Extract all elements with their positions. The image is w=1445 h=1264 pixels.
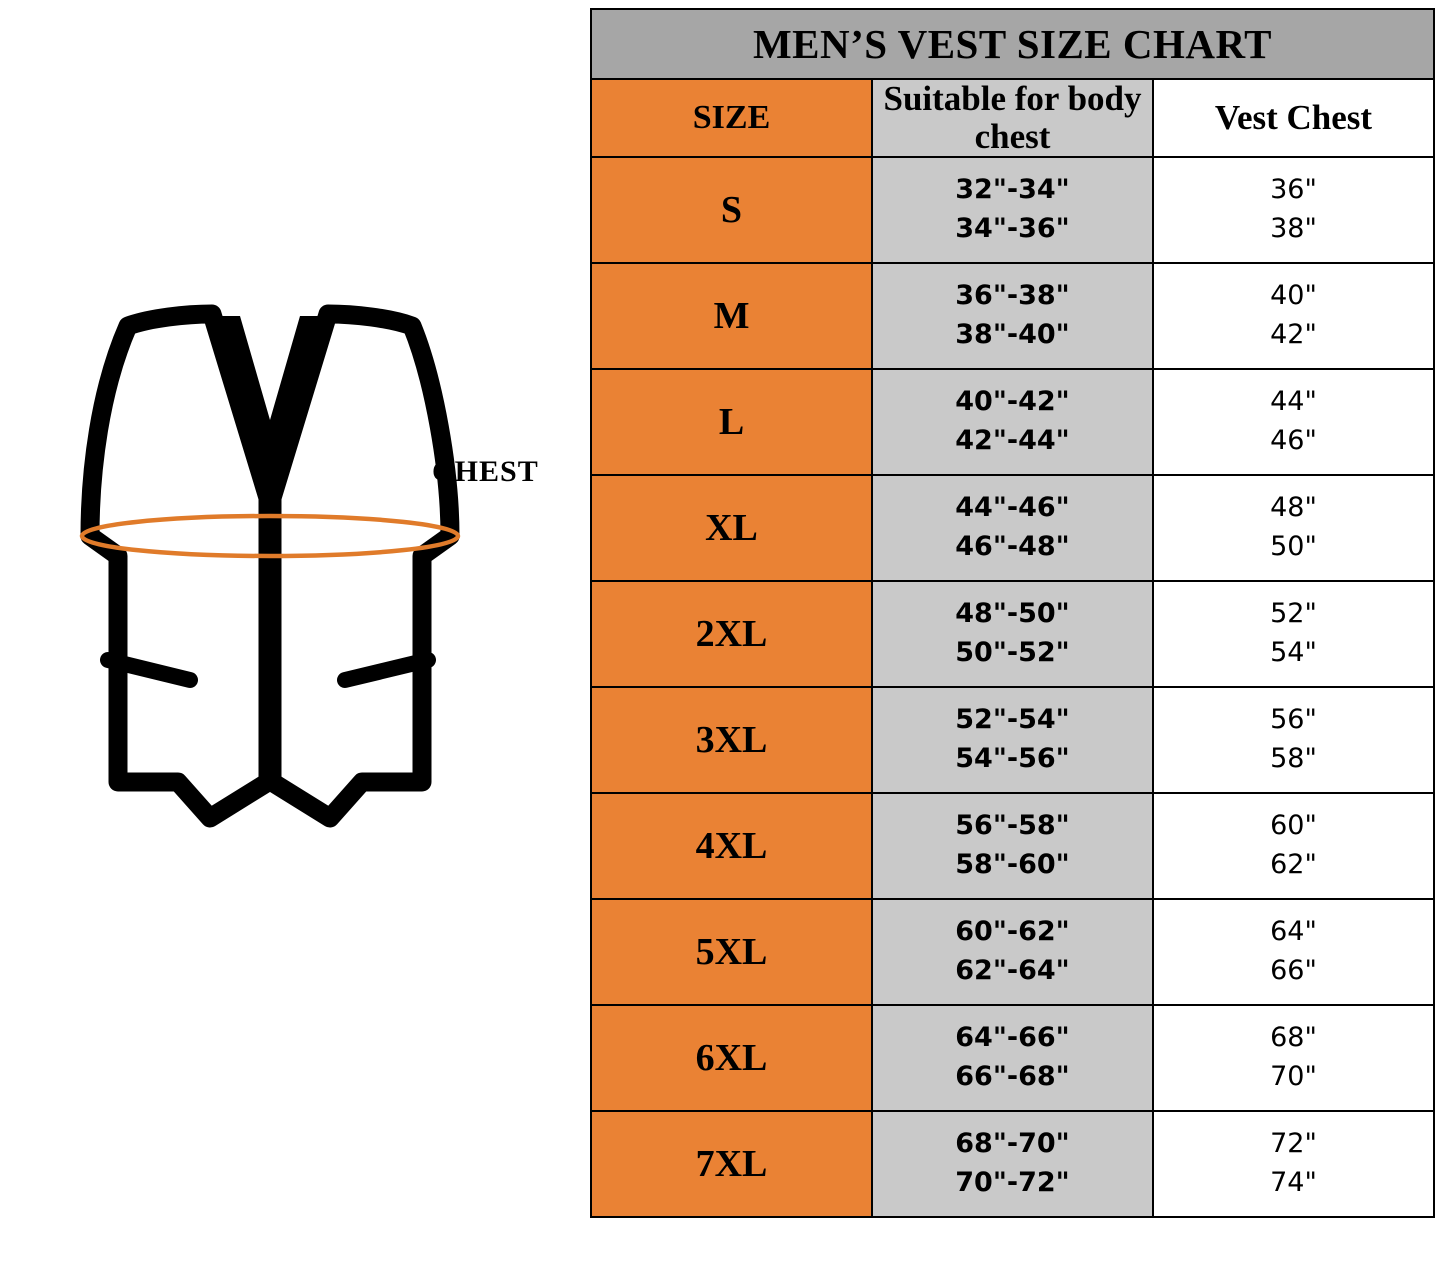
cell-vest-chest-line-2: 50" — [1270, 530, 1317, 562]
cell-vest-chest — [1153, 1111, 1434, 1217]
table-row — [591, 369, 1434, 475]
cell-body-chest-line-1: 40"-42" — [955, 386, 1070, 418]
table-row — [591, 793, 1434, 899]
cell-size: 2XL — [591, 581, 872, 687]
cell-vest-chest — [1153, 369, 1434, 475]
cell-body-chest — [872, 793, 1153, 899]
cell-body-chest-line-2: 62"-64" — [955, 954, 1070, 986]
cell-vest-chest-line-2: 74" — [1270, 1166, 1317, 1198]
column-header-body-chest: Suitable for body chest — [872, 79, 1153, 157]
cell-body-chest-line-1: 56"-58" — [955, 810, 1070, 842]
cell-size: XL — [591, 475, 872, 581]
cell-body-chest — [872, 263, 1153, 369]
cell-size: 4XL — [591, 793, 872, 899]
cell-vest-chest-line-2: 70" — [1270, 1060, 1317, 1092]
cell-body-chest — [872, 157, 1153, 263]
cell-size: S — [591, 157, 872, 263]
table-row — [591, 1111, 1434, 1217]
cell-body-chest — [872, 899, 1153, 1005]
cell-body-chest — [872, 687, 1153, 793]
cell-vest-chest-line-1: 64" — [1270, 916, 1317, 948]
cell-size: M — [591, 263, 872, 369]
column-header-size: SIZE — [591, 79, 872, 157]
vest-illustration — [0, 0, 590, 1259]
cell-vest-chest — [1153, 899, 1434, 1005]
cell-body-chest-line-2: 54"-56" — [955, 742, 1070, 774]
cell-vest-chest-line-1: 44" — [1270, 386, 1317, 418]
cell-vest-chest — [1153, 263, 1434, 369]
cell-size: 6XL — [591, 1005, 872, 1111]
mens-vest-size-chart-table — [590, 8, 1435, 1218]
cell-body-chest-line-1: 48"-50" — [955, 598, 1070, 630]
cell-vest-chest-line-2: 54" — [1270, 636, 1317, 668]
cell-vest-chest — [1153, 687, 1434, 793]
cell-vest-chest — [1153, 581, 1434, 687]
cell-body-chest — [872, 581, 1153, 687]
cell-vest-chest-line-2: 38" — [1270, 212, 1317, 244]
cell-body-chest-line-1: 52"-54" — [955, 704, 1070, 736]
cell-body-chest — [872, 1005, 1153, 1111]
cell-body-chest-line-2: 38"-40" — [955, 318, 1070, 350]
cell-body-chest-line-1: 60"-62" — [955, 916, 1070, 948]
column-header-vest-chest: Vest Chest — [1153, 79, 1434, 157]
table-row — [591, 475, 1434, 581]
table-row — [591, 581, 1434, 687]
cell-size: 5XL — [591, 899, 872, 1005]
cell-body-chest-line-2: 46"-48" — [955, 530, 1070, 562]
mens-vest-outline-icon — [0, 0, 590, 1259]
cell-vest-chest — [1153, 1005, 1434, 1111]
cell-vest-chest-line-2: 66" — [1270, 954, 1317, 986]
cell-vest-chest-line-1: 60" — [1270, 810, 1317, 842]
cell-body-chest-line-1: 36"-38" — [955, 280, 1070, 312]
cell-vest-chest-line-2: 58" — [1270, 742, 1317, 774]
cell-body-chest-line-2: 66"-68" — [955, 1060, 1070, 1092]
chest-label: CHEST — [432, 455, 539, 488]
cell-body-chest-line-2: 70"-72" — [955, 1166, 1070, 1198]
cell-body-chest — [872, 1111, 1153, 1217]
cell-vest-chest-line-1: 68" — [1270, 1022, 1317, 1054]
cell-vest-chest-line-1: 40" — [1270, 280, 1317, 312]
page-title: MEN’S VEST SIZE CHART — [591, 9, 1434, 79]
cell-body-chest-line-1: 44"-46" — [955, 492, 1070, 524]
cell-body-chest-line-2: 42"-44" — [955, 424, 1070, 456]
table-row — [591, 687, 1434, 793]
cell-vest-chest-line-1: 72" — [1270, 1128, 1317, 1160]
cell-vest-chest-line-1: 36" — [1270, 174, 1317, 206]
cell-body-chest-line-2: 34"-36" — [955, 212, 1070, 244]
cell-body-chest — [872, 475, 1153, 581]
cell-vest-chest — [1153, 793, 1434, 899]
table-title-row — [591, 9, 1434, 79]
cell-vest-chest-line-2: 46" — [1270, 424, 1317, 456]
cell-vest-chest-line-1: 52" — [1270, 598, 1317, 630]
cell-body-chest-line-1: 64"-66" — [955, 1022, 1070, 1054]
table-row — [591, 157, 1434, 263]
cell-size: 7XL — [591, 1111, 872, 1217]
cell-vest-chest-line-2: 42" — [1270, 318, 1317, 350]
cell-vest-chest — [1153, 475, 1434, 581]
cell-body-chest-line-1: 32"-34" — [955, 174, 1070, 206]
cell-vest-chest-line-1: 56" — [1270, 704, 1317, 736]
cell-body-chest-line-1: 68"-70" — [955, 1128, 1070, 1160]
cell-vest-chest-line-1: 48" — [1270, 492, 1317, 524]
cell-vest-chest — [1153, 157, 1434, 263]
cell-body-chest-line-2: 58"-60" — [955, 848, 1070, 880]
cell-body-chest-line-2: 50"-52" — [955, 636, 1070, 668]
table-row — [591, 263, 1434, 369]
table-row — [591, 899, 1434, 1005]
cell-body-chest — [872, 369, 1153, 475]
cell-size: L — [591, 369, 872, 475]
table-row — [591, 1005, 1434, 1111]
cell-size: 3XL — [591, 687, 872, 793]
cell-vest-chest-line-2: 62" — [1270, 848, 1317, 880]
table-body — [591, 157, 1434, 1217]
table-header-row — [591, 79, 1434, 157]
